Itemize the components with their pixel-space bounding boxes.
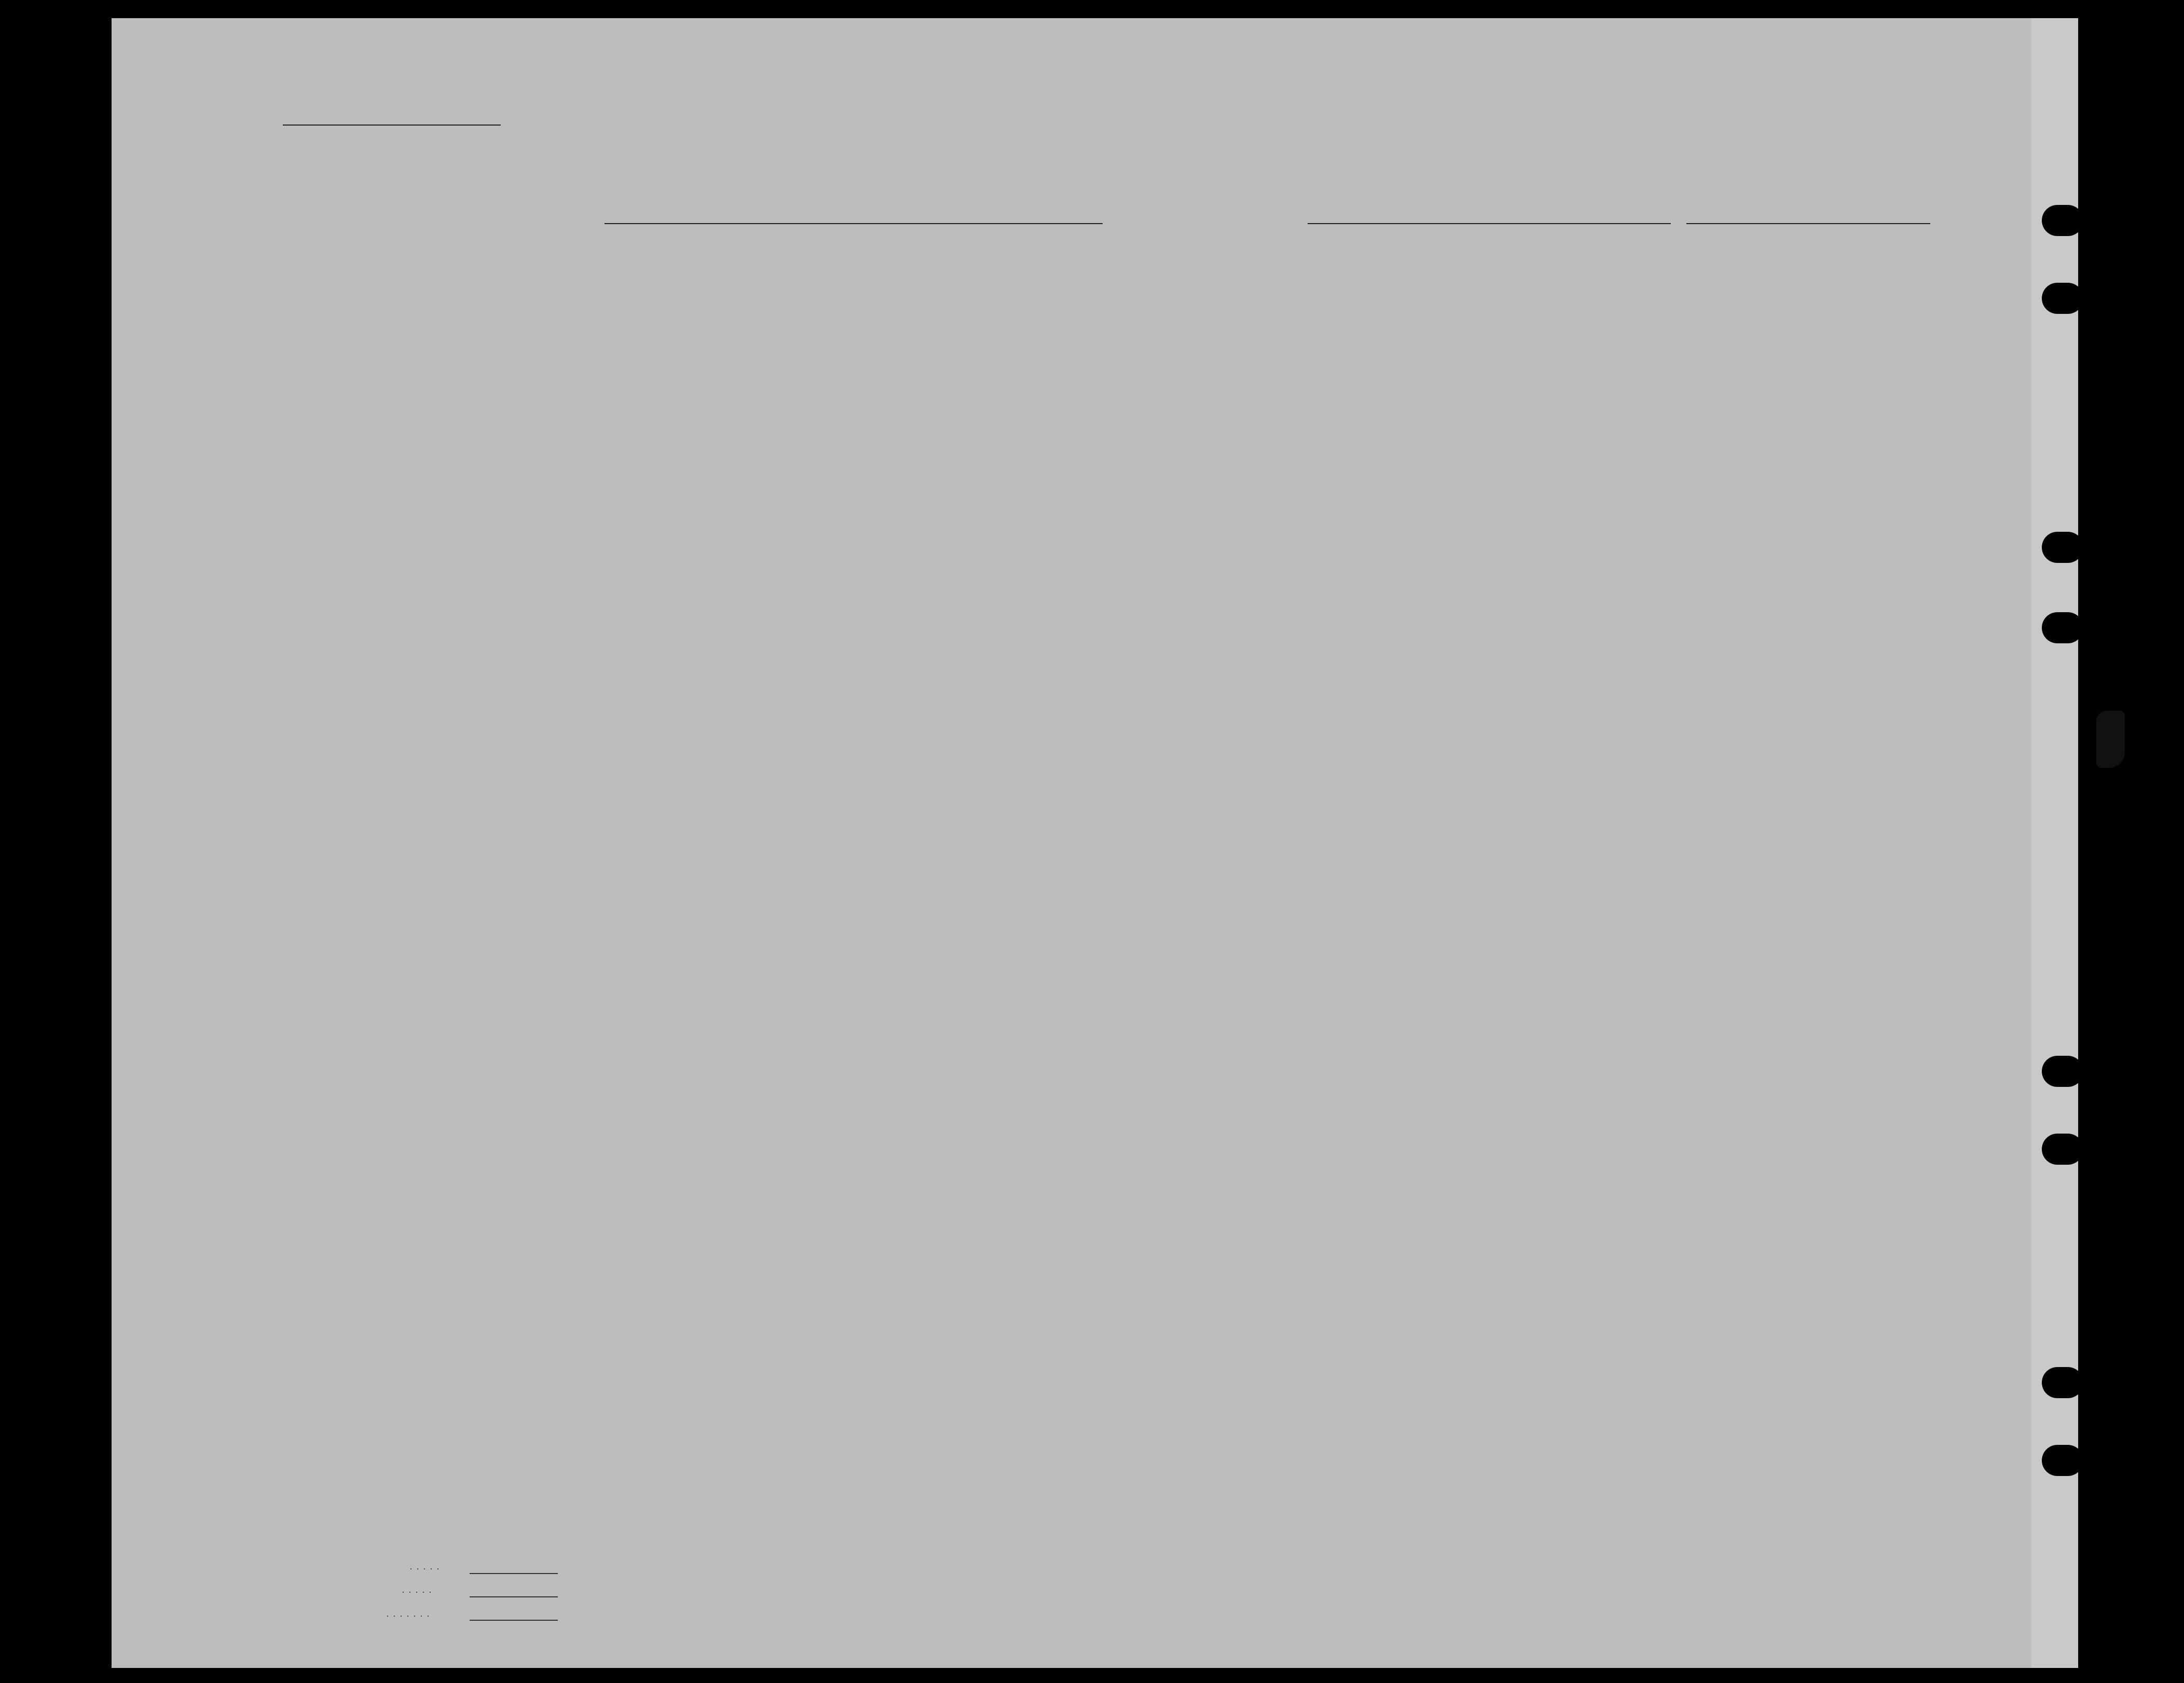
punch-hole (2042, 612, 2083, 643)
total-passengers-line (470, 1573, 558, 1574)
aliens-line (470, 1620, 558, 1621)
manifest-grid (112, 18, 2078, 1668)
punch-hole (2114, 1134, 2156, 1165)
footer-dots-3: ....... (387, 1610, 434, 1619)
punch-hole (2114, 1056, 2156, 1087)
punch-hole (2114, 1445, 2156, 1476)
footer-dots-1: ..... (410, 1563, 444, 1571)
punch-hole (2042, 205, 2083, 236)
punch-hole (2114, 1367, 2156, 1398)
punch-hole (2114, 205, 2156, 236)
footer-dots-2: ..... (402, 1586, 436, 1595)
punch-hole (2114, 283, 2156, 314)
punch-hole (2042, 1445, 2083, 1476)
manifest-sheet (112, 18, 2078, 1668)
punch-hole (2042, 283, 2083, 314)
ink-blot (2096, 711, 2125, 768)
punch-hole (2042, 1056, 2083, 1087)
punch-hole (2042, 1134, 2083, 1165)
punch-hole (2114, 532, 2156, 563)
punch-hole (2114, 612, 2156, 643)
us-citizens-line (470, 1596, 558, 1597)
punch-hole (2042, 1367, 2083, 1398)
punch-hole (2042, 532, 2083, 563)
